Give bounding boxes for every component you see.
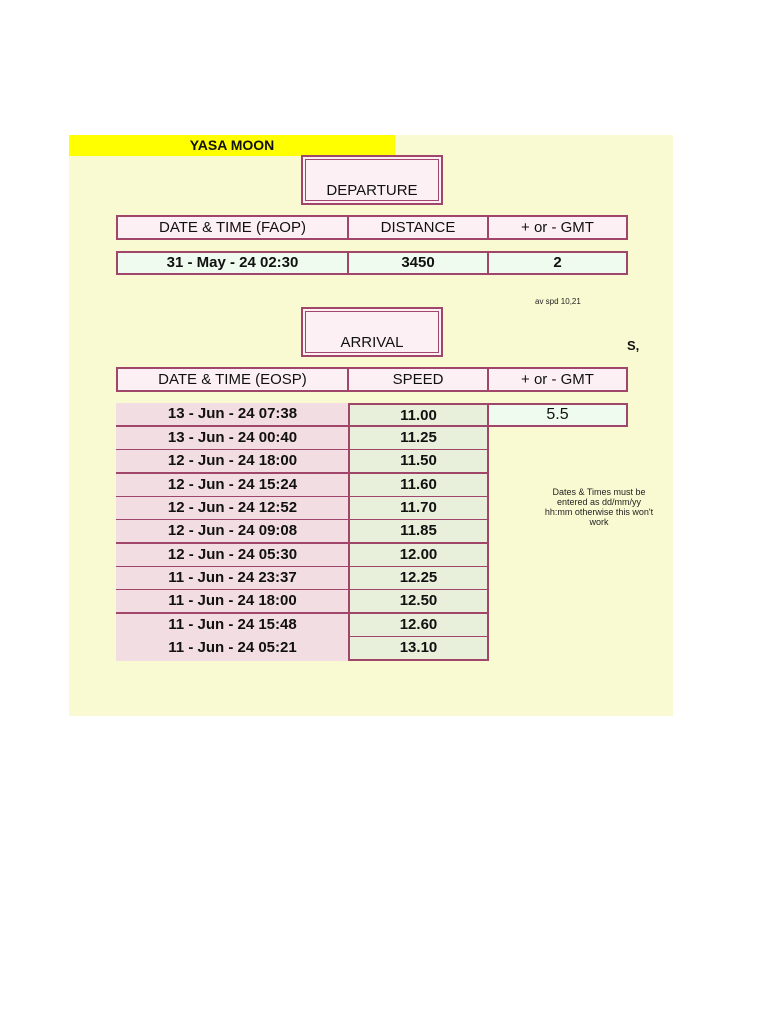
departure-distance-cell[interactable]: 3450 xyxy=(347,251,489,275)
departure-gmt-header[interactable]: + or - GMT xyxy=(487,215,628,240)
departure-title: DEPARTURE xyxy=(326,182,418,199)
departure-distance-header[interactable]: DISTANCE xyxy=(347,215,489,240)
arrival-speed-cell[interactable]: 11.85 xyxy=(348,520,489,544)
arrival-speed-cell[interactable]: 11.70 xyxy=(348,497,489,521)
arrival-title-box xyxy=(301,307,443,357)
arrival-date-cell[interactable]: 11 - Jun - 24 18:00 xyxy=(116,590,349,614)
arrival-speed-cell[interactable]: 12.25 xyxy=(348,567,489,591)
arrival-date-cell[interactable]: 11 - Jun - 24 15:48 xyxy=(116,614,349,638)
arrival-title: ARRIVAL xyxy=(340,334,404,351)
arrival-date-cell[interactable]: 11 - Jun - 24 23:37 xyxy=(116,567,349,591)
arrival-gmt-cell[interactable]: 5.5 xyxy=(487,403,628,427)
arrival-date-cell[interactable]: 11 - Jun - 24 05:21 xyxy=(116,637,349,661)
arrival-speed-cell[interactable]: 12.00 xyxy=(348,544,489,568)
arrival-date-cell[interactable]: 12 - Jun - 24 09:08 xyxy=(116,520,349,544)
arrival-marker: S, xyxy=(627,338,640,353)
arrival-speed-cell[interactable]: 11.50 xyxy=(348,450,489,474)
arrival-date-cell[interactable]: 13 - Jun - 24 00:40 xyxy=(116,427,349,451)
date-format-note xyxy=(528,487,670,527)
departure-gmt-cell[interactable]: 2 xyxy=(487,251,628,275)
arrival-speed-cell[interactable]: 11.00 xyxy=(348,403,489,427)
arrival-date-cell[interactable]: 12 - Jun - 24 15:24 xyxy=(116,474,349,498)
arrival-date-cell[interactable]: 12 - Jun - 24 05:30 xyxy=(116,544,349,568)
arrival-date-cell[interactable]: 12 - Jun - 24 18:00 xyxy=(116,450,349,474)
note-line: entered as dd/mm/yy xyxy=(556,497,642,507)
arrival-gmt-header[interactable]: + or - GMT xyxy=(487,367,628,392)
departure-title-box xyxy=(301,155,443,205)
arrival-date-header[interactable]: DATE & TIME (EOSP) xyxy=(116,367,349,392)
arrival-speed-cell[interactable]: 13.10 xyxy=(348,637,489,661)
arrival-speed-cell[interactable]: 11.25 xyxy=(348,427,489,451)
note-line: Dates & Times must be xyxy=(552,487,646,497)
arrival-date-cell[interactable]: 12 - Jun - 24 12:52 xyxy=(116,497,349,521)
arrival-speed-cell[interactable]: 12.60 xyxy=(348,614,489,638)
arrival-speed-header[interactable]: SPEED xyxy=(347,367,489,392)
arrival-speed-cell[interactable]: 12.50 xyxy=(348,590,489,614)
departure-date-header[interactable]: DATE & TIME (FAOP) xyxy=(116,215,349,240)
arrival-date-cell[interactable]: 13 - Jun - 24 07:38 xyxy=(116,403,349,427)
average-speed-note: av spd 10,21 xyxy=(535,297,581,306)
departure-date-cell[interactable]: 31 - May - 24 02:30 xyxy=(116,251,349,275)
arrival-speed-cell[interactable]: 11.60 xyxy=(348,474,489,498)
note-line: hh:mm otherwise this won't xyxy=(544,507,654,517)
vessel-name-cell[interactable] xyxy=(69,135,395,156)
note-line: work xyxy=(589,517,609,527)
vessel-name: YASA MOON xyxy=(189,137,275,153)
